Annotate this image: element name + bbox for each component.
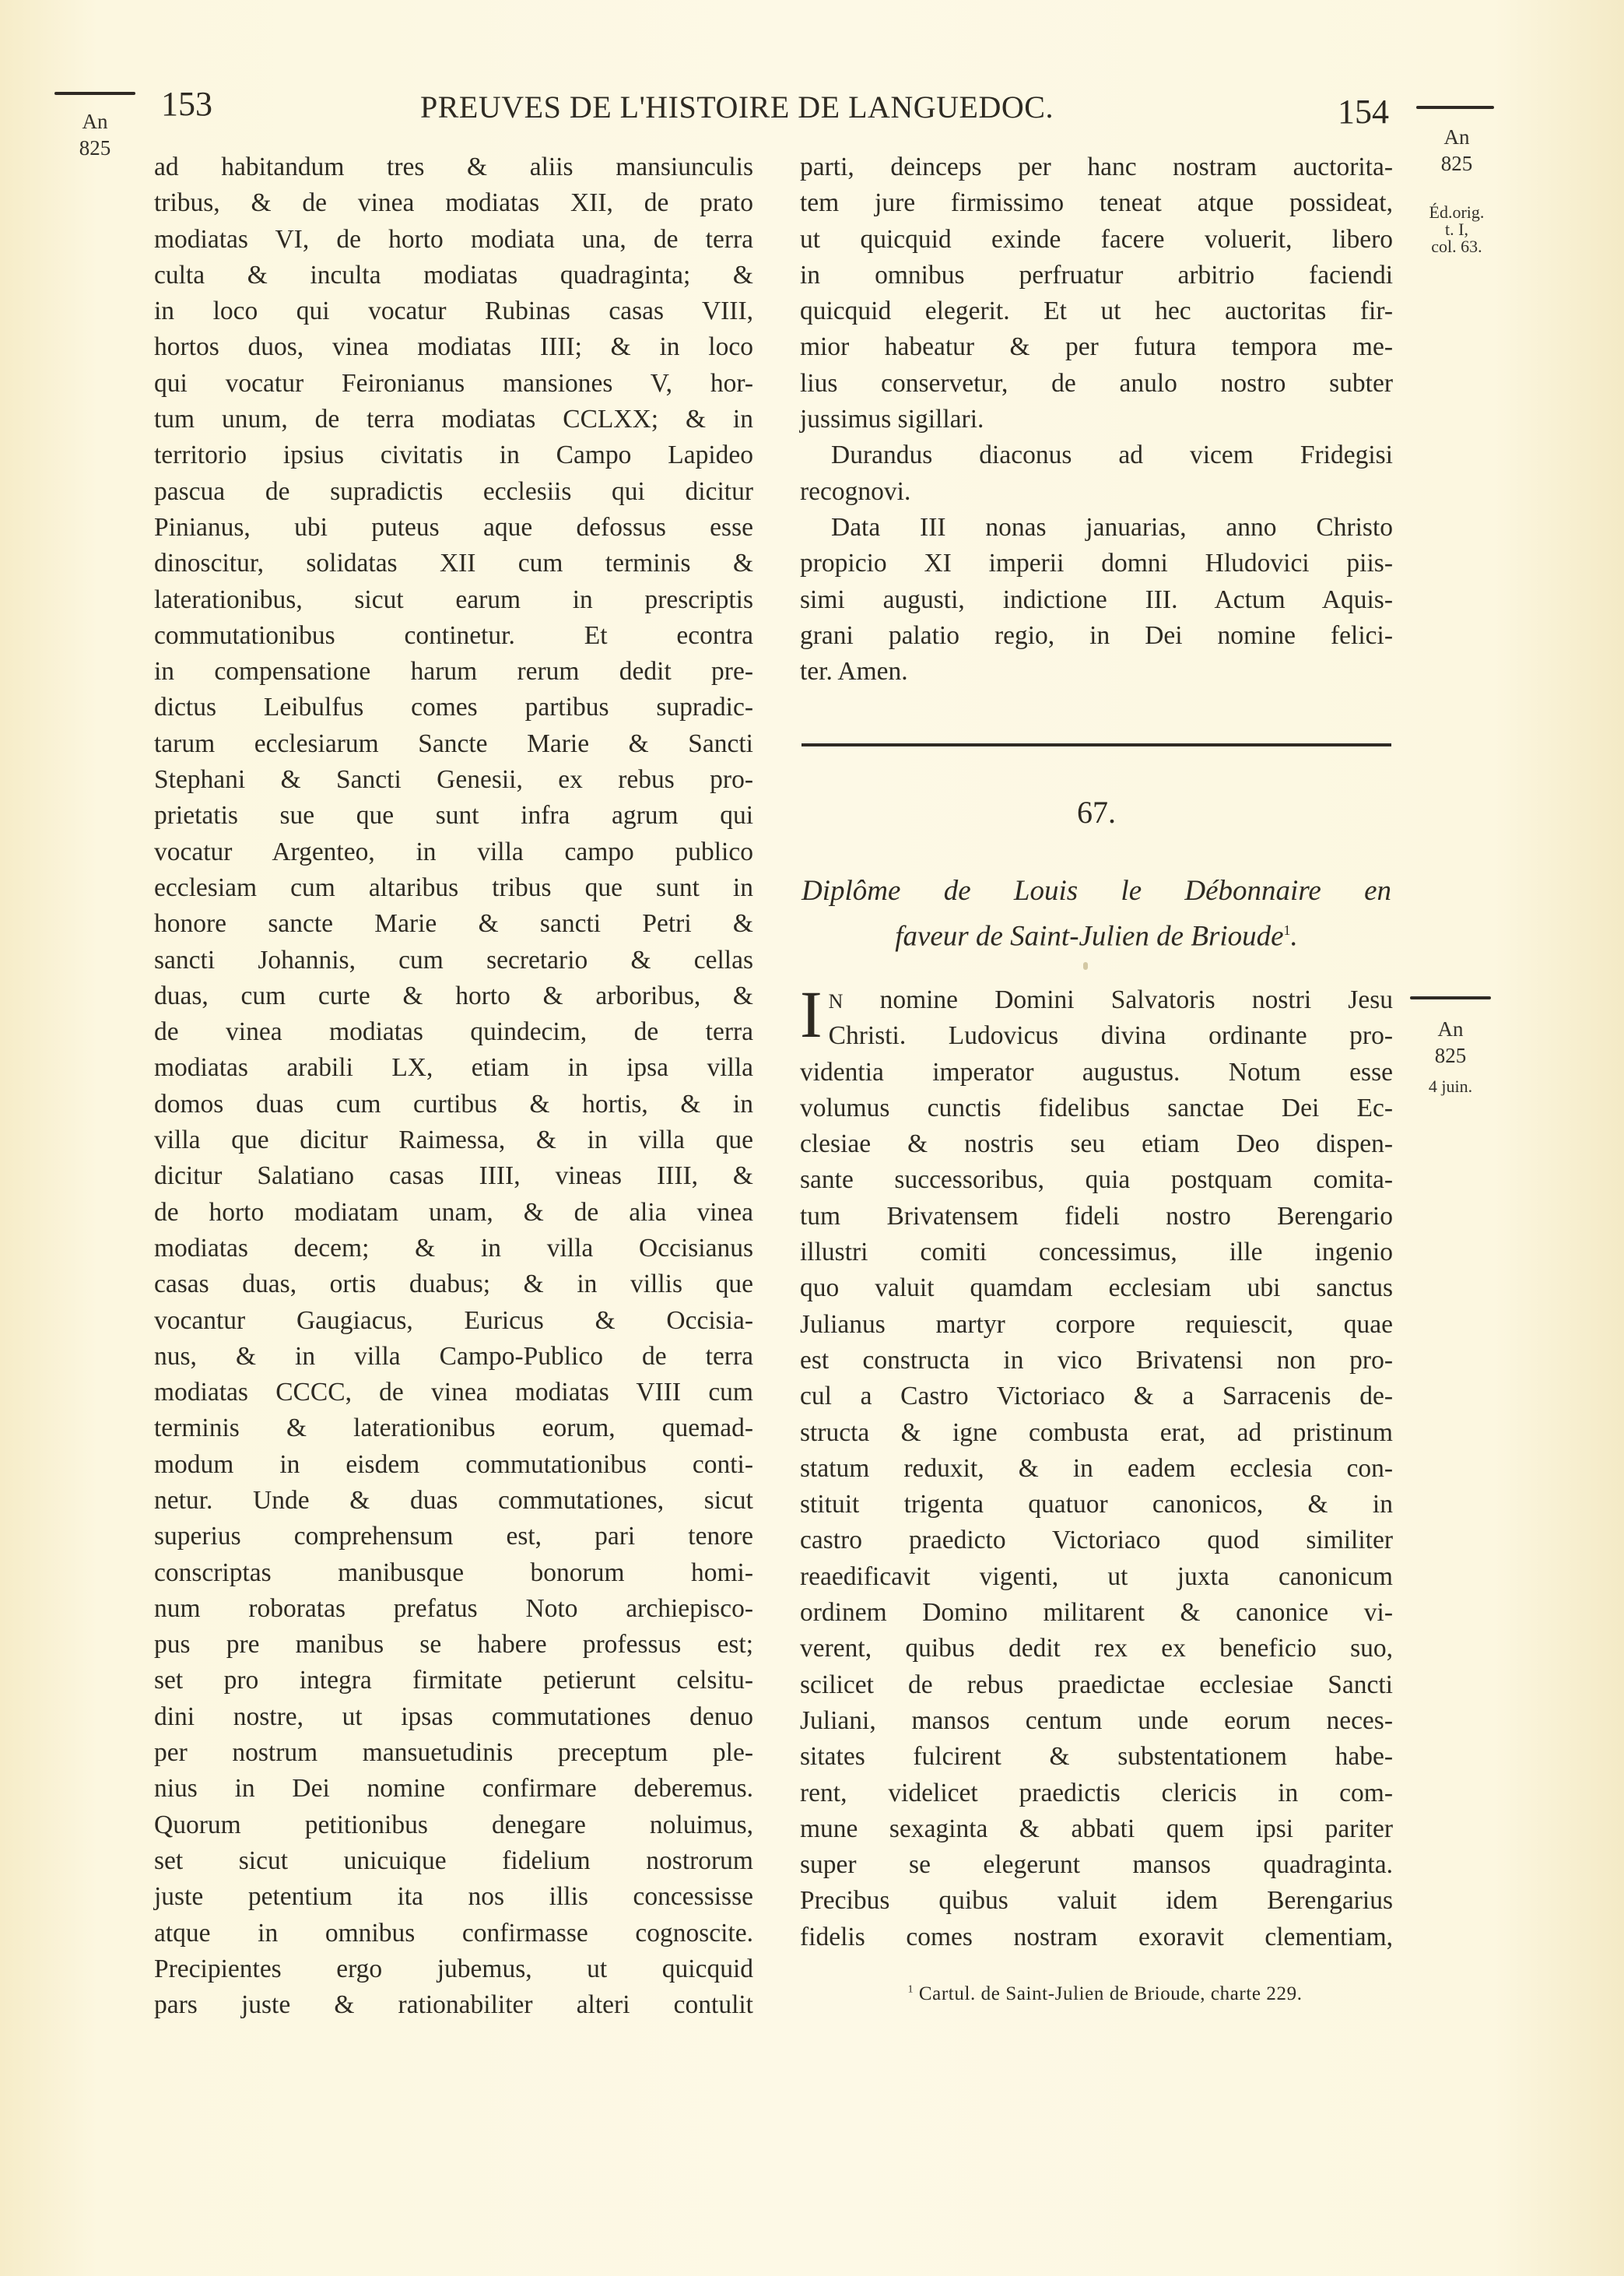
- document-body: [800, 977, 1393, 1955]
- text-line: simi augusti, indictione III. Actum Aquis-: [800, 585, 1393, 614]
- text-line: modiatas VI, de horto modiata una, de terra: [154, 224, 753, 254]
- body-line: fidelis comes nostram exoravit clementiam,: [800, 1922, 1393, 1951]
- body-line: sitates fulcirent & substentationem habe-: [800, 1742, 1393, 1772]
- text-line: tum unum, de terra modiatas CCLXX; & in: [154, 405, 753, 434]
- text-line: qui vocatur Feironianus mansiones V, hor-: [154, 368, 753, 398]
- text-line: Quorum petitionibus denegare noluimus,: [154, 1810, 753, 1839]
- body-line: volumus cunctis fidelibus sanctae Dei Ec-: [800, 1093, 1393, 1122]
- body-line: verent, quibus dedit rex ex beneficio suo,: [800, 1634, 1393, 1663]
- text-line: atque in omnibus confirmasse cognoscite.: [154, 1918, 753, 1948]
- body-line: Christi. Ludovicus divina ordinante pro-: [828, 1021, 1393, 1051]
- text-line: villa que dicitur Raimessa, & in villa que: [154, 1126, 753, 1155]
- text-line: propicio XI imperii domni Hludovici piis-: [800, 549, 1393, 578]
- text-line: de horto modiatam unam, & de alia vinea: [154, 1197, 753, 1227]
- text-line: Durandus diaconus ad vicem Fridegisi: [831, 441, 1393, 470]
- document-number: 67.: [1077, 795, 1116, 830]
- text-line: netur. Unde & duas commutationes, sicut: [154, 1485, 753, 1515]
- text-line: pascua de supradictis ecclesiis qui dicitur: [154, 476, 753, 506]
- body-line: rent, videlicet praedictis clericis in com-: [800, 1778, 1393, 1807]
- document-title-line2: [801, 911, 1391, 956]
- body-line: Precibus quibus valuit idem Berengarius: [800, 1886, 1393, 1916]
- right-margin-rule: [1416, 106, 1494, 109]
- text-line: terminis & laterationibus eorum, quemad-: [154, 1414, 753, 1443]
- text-line: modiatas arabili LX, etiam in ipsa villa: [154, 1053, 753, 1083]
- text-line: dicitur Salatiano casas IIII, vineas IIII, &: [154, 1161, 753, 1191]
- text-line: ad habitandum tres & aliis mansiunculis: [154, 153, 753, 181]
- text-line: nus, & in villa Campo-Publico de terra: [154, 1341, 753, 1371]
- text-line: modiatas decem; & in villa Occisianus: [154, 1233, 753, 1263]
- text-line: dictus Leibulfus comes partibus supradic-: [154, 693, 753, 722]
- document-title-end: .: [1290, 920, 1298, 953]
- right-page-number: 154: [1338, 93, 1389, 131]
- text-line: laterationibus, sicut earum in prescriptis: [154, 585, 753, 614]
- text-line: nius in Dei nomine confirmare deberemus.: [154, 1774, 753, 1804]
- text-line: vocantur Gaugiacus, Euricus & Occisia-: [154, 1305, 753, 1335]
- footnote-reference-mark[interactable]: 1: [1283, 922, 1291, 938]
- left-text-column: [154, 149, 753, 2023]
- text-line: jussimus sigillari.: [800, 405, 984, 434]
- text-line: tarum ecclesiarum Sancte Marie & Sancti: [154, 729, 753, 758]
- text-line: lius conservetur, de anulo nostro subter: [800, 368, 1393, 398]
- document-title-line2-text: faveur de Saint-Julien de Brioude: [895, 920, 1284, 953]
- drop-cap: I: [800, 977, 823, 1052]
- body-line: quo valuit quamdam ecclesiam ubi sanctus: [800, 1273, 1393, 1303]
- text-line: Pinianus, ubi puteus aque defossus esse: [154, 512, 753, 542]
- left-margin-year-note: [47, 109, 143, 162]
- body-line: scilicet de rebus praedictae ecclesiae Sancti: [800, 1670, 1393, 1699]
- original-edition-note: [1401, 204, 1513, 255]
- text-line: vocatur Argenteo, in villa campo publico: [154, 837, 753, 866]
- right-text-column-top: [800, 149, 1393, 690]
- text-line: conscriptas manibusque bonorum homi-: [154, 1558, 753, 1587]
- left-margin-rule: [54, 92, 135, 95]
- text-line: honore sancte Marie & sancti Petri &: [154, 909, 753, 939]
- text-line: in omnibus perfruatur arbitrio faciendi: [800, 260, 1393, 290]
- text-line: parti, deinceps per hanc nostram auctorita-: [800, 153, 1393, 181]
- margin-year: 825: [1440, 151, 1473, 175]
- body-line: est constructa in vico Brivatensi non pro-: [800, 1345, 1393, 1375]
- ink-speck: [1083, 962, 1088, 970]
- footnote-text: Cartul. de Saint-Julien de Brioude, charte 229.: [914, 1983, 1303, 2004]
- text-line: prietatis sue que sunt infra agrum qui: [154, 801, 753, 831]
- margin-year: 825: [1434, 1043, 1467, 1067]
- body-line: cul a Castro Victoriaco & a Sarracenis de-: [800, 1382, 1393, 1411]
- text-line: per nostrum mansuetudinis preceptum ple-: [154, 1738, 753, 1768]
- text-line: Stephani & Sancti Genesii, ex rebus pro-: [154, 765, 753, 795]
- document-title-line1: Diplôme de Louis le Débonnaire en: [801, 875, 1391, 907]
- body-line: stituit trigenta quatuor canonicos, & in: [800, 1490, 1393, 1519]
- incipit-caps: N: [828, 990, 844, 1013]
- margin-an: An: [1437, 1017, 1464, 1041]
- text-line: superius comprehensum est, pari tenore: [154, 1522, 753, 1551]
- ed-orig-label: Éd.orig.: [1429, 202, 1485, 222]
- body-line: castro praedicto Victoriaco quod similiter: [800, 1526, 1393, 1555]
- text-line: quicquid elegerit. Et ut hec auctoritas fir-: [800, 297, 1393, 326]
- text-line: mior habeatur & per futura tempora me-: [800, 332, 1393, 362]
- text-line: de vinea modiatas quindecim, de terra: [154, 1017, 753, 1047]
- margin-date: 4 juin.: [1428, 1076, 1473, 1096]
- right-margin-year-note: [1408, 125, 1505, 177]
- text-line: tribus, & de vinea modiatas XII, de prato: [154, 188, 753, 218]
- body-line: Juliani, mansos centum unde eorum neces-: [800, 1705, 1393, 1735]
- text-line: recognovi.: [800, 476, 911, 506]
- text-line: modiatas CCCC, de vinea modiatas VIII cum: [154, 1378, 753, 1407]
- doc-margin-rule: [1410, 996, 1491, 999]
- ed-orig-column: col. 63.: [1431, 237, 1482, 256]
- body-line: Julianus martyr corpore requiescit, quae: [800, 1309, 1393, 1339]
- body-line: illustri comiti concessimus, ille ingenio: [800, 1238, 1393, 1267]
- margin-an: An: [1443, 125, 1470, 149]
- text-line: commutationibus continetur. Et econtra: [154, 620, 753, 650]
- document-title: [801, 872, 1391, 956]
- text-line: dinoscitur, solidatas XII cum terminis &: [154, 549, 753, 578]
- text-line: num roboratas prefatus Noto archiepisco-: [154, 1593, 753, 1623]
- section-divider: [801, 743, 1391, 746]
- body-line: super se elegerunt mansos quadraginta.: [800, 1850, 1393, 1880]
- ed-orig-volume: t. I,: [1445, 220, 1468, 239]
- footnote-mark: 1: [907, 1983, 914, 1996]
- text-line: in loco qui vocatur Rubinas casas VIII,: [154, 297, 753, 326]
- text-line: modum in eisdem commutationibus conti-: [154, 1449, 753, 1479]
- text-line: Precipientes ergo jubemus, ut quicquid: [154, 1954, 753, 1983]
- text-line: duas, cum curte & horto & arboribus, &: [154, 981, 753, 1010]
- margin-an: An: [82, 110, 108, 133]
- text-line: pus pre manibus se habere professus est;: [154, 1630, 753, 1660]
- text-line: grani palatio regio, in Dei nomine felici-: [800, 620, 1393, 650]
- body-line: structa & igne combusta erat, ad pristinum: [800, 1417, 1393, 1447]
- running-title: PREUVES DE L'HISTOIRE DE LANGUEDOC.: [420, 90, 1054, 125]
- text-line: ecclesiam cum altaribus tribus que sunt in: [154, 873, 753, 902]
- body-line: tum Brivatensem fideli nostro Berengario: [800, 1201, 1393, 1231]
- margin-year: 825: [79, 135, 111, 160]
- text-line: tem jure firmissimo teneat atque possideat,: [800, 188, 1393, 218]
- page-header: [152, 84, 1389, 131]
- text-line: hortos duos, vinea modiatas IIII; & in loco: [154, 332, 753, 362]
- body-line: videntia imperator augustus. Notum esse: [800, 1057, 1393, 1087]
- body-line: ordinem Domino militarent & canonice vi-: [800, 1598, 1393, 1628]
- text-line: ut quicquid exinde facere voluerit, libero: [800, 224, 1393, 254]
- text-line: dini nostre, ut ipsas commutationes denuo: [154, 1702, 753, 1731]
- text-line: sancti Johannis, cum secretario & cellas: [154, 945, 753, 975]
- text-line: in compensatione harum rerum dedit pre-: [154, 657, 753, 687]
- doc-date-margin-note: [1402, 1017, 1499, 1097]
- body-line: clesiae & nostris seu etiam Deo dispen-: [800, 1129, 1393, 1159]
- text-line: casas duas, ortis duabus; & in villis que: [154, 1270, 753, 1299]
- text-line: Data III nonas januarias, anno Christo: [831, 512, 1393, 542]
- text-line: ter. Amen.: [800, 657, 908, 687]
- body-line: sante successoribus, quia postquam comita-: [800, 1165, 1393, 1195]
- text-line: domos duas cum curtibus & hortis, & in: [154, 1089, 753, 1119]
- body-line: mune sexaginta & abbati quem ipsi pariter: [800, 1814, 1393, 1843]
- body-line: [800, 982, 1393, 1018]
- text-line: juste petentium ita nos illis concessisse: [154, 1882, 753, 1912]
- text-line: set pro integra firmitate petierunt celsitu-: [154, 1666, 753, 1695]
- text-line: pars juste & rationabiliter alteri contulit: [154, 1990, 753, 2020]
- body-line: reaedificavit vigenti, ut juxta canonicum: [800, 1561, 1393, 1591]
- text-line: culta & inculta modiatas quadraginta; &: [154, 260, 753, 290]
- text-line: territorio ipsius civitatis in Campo Lapideo: [154, 441, 753, 470]
- left-page-number: 153: [161, 85, 212, 123]
- incipit-rest: nomine Domini Salvatoris nostri Jesu: [843, 985, 1393, 1014]
- body-line: statum reduxit, & in eadem ecclesia con-: [800, 1453, 1393, 1483]
- text-line: set sicut unicuique fidelium nostrorum: [154, 1846, 753, 1875]
- footnote: [817, 1983, 1393, 2005]
